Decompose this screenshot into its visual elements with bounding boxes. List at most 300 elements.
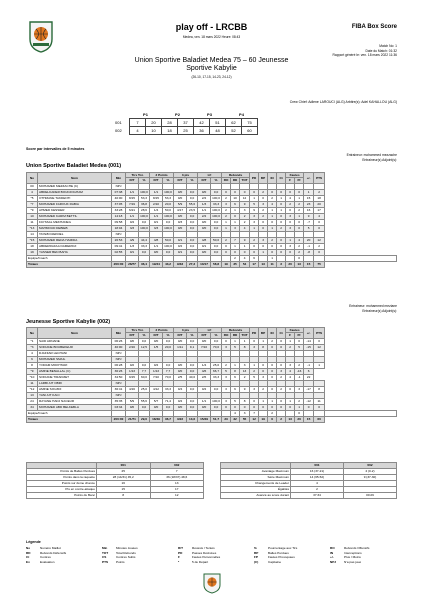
- summary-header: 001: [291, 463, 344, 469]
- player-stat: 0,0: [187, 404, 198, 410]
- interval-cell: 42: [194, 119, 210, 127]
- col-name: Nom: [38, 328, 112, 339]
- player-stat: 13: [240, 368, 250, 374]
- summary-value-001: 16 (37-21): [291, 469, 344, 475]
- player-stat: 1/13: [150, 368, 163, 374]
- player-stat: 3: [250, 213, 259, 219]
- player-stat: 0/0: [198, 249, 211, 255]
- team-stat: 4: [240, 255, 250, 261]
- player-stat: 1: [314, 362, 325, 368]
- player-stat: 7/10: [198, 344, 211, 350]
- player-stat: 8/15: [150, 195, 163, 201]
- player-stat: 3: [286, 213, 295, 219]
- totals-stat: 12: [250, 416, 259, 422]
- summary-label: Points de Balles Perdues: [27, 469, 97, 475]
- legend-desc: Total Rebonds: [116, 550, 136, 555]
- player-stat: 0: [259, 243, 268, 249]
- player-stat: 17: [314, 207, 325, 213]
- player-stat: 0,0: [139, 249, 150, 255]
- col-2pts: 2 Points: [150, 328, 174, 333]
- player-min: NPJ: [112, 356, 126, 362]
- interval-header-row: [115, 111, 258, 119]
- totals-stat: 13,6: [187, 416, 198, 422]
- interval-team-code: 001: [115, 120, 122, 125]
- player-stat: 2: [250, 237, 259, 243]
- player-stat: 2: [259, 189, 268, 195]
- player-stat: 0: [222, 243, 231, 249]
- player-stat: 0,0: [211, 386, 222, 392]
- player-stat: 0,0: [187, 398, 198, 404]
- player-stat: 2: [240, 219, 250, 225]
- player-stat: 7,7: [139, 368, 150, 374]
- player-stat: 6/21: [126, 207, 139, 213]
- totals-stat: 3/22: [174, 416, 187, 422]
- col-tirs: Tirs Tot.: [126, 328, 150, 333]
- player-stat: 2: [222, 237, 231, 243]
- player-stat: 0/0: [198, 225, 211, 231]
- legend-title: Légende: [26, 540, 41, 544]
- player-stat: -1: [295, 374, 304, 380]
- legend-desc: Points: [116, 559, 125, 564]
- totals-row: [27, 261, 397, 267]
- summary-value-001: 15: [97, 487, 151, 493]
- legend-abbr: PTS: [102, 559, 109, 564]
- legend-desc: N'a pas joué: [344, 559, 362, 564]
- player-stat: 3: [222, 398, 231, 404]
- player-stat: 2: [222, 195, 231, 201]
- team-stat: 3: [240, 410, 250, 416]
- summary-value-001: 4: [291, 481, 344, 487]
- legend-abbr: *: [178, 559, 180, 564]
- team-stat: 0: [295, 255, 304, 261]
- player-stat: 0,0: [139, 362, 150, 368]
- player-stat: -8: [304, 249, 314, 255]
- player-stat: 2: [295, 243, 304, 249]
- legend-desc: Contres: [40, 555, 51, 559]
- player-stat: 7/10: [150, 374, 163, 380]
- summary-label: Points sur 2ème chance: [27, 481, 97, 487]
- player-stat: 1: [277, 207, 286, 213]
- player-stat: 5: [222, 368, 231, 374]
- legend-desc: Fautes Personnelles: [192, 555, 221, 559]
- player-stat: 9: [304, 213, 314, 219]
- legend-desc: Minutes Jouées: [116, 546, 138, 550]
- player-stat: 2/5: [174, 374, 187, 380]
- player-stat: 8: [240, 344, 250, 350]
- player-name: MAHMOUD DEBIEB: [38, 225, 112, 231]
- player-stat: 0: [240, 404, 250, 410]
- legend-desc: Réussis / Tentés: [192, 546, 215, 550]
- totals-stat: 19: [259, 416, 268, 422]
- player-stat: 1: [259, 249, 268, 255]
- player-stat: 0: [250, 338, 259, 344]
- summary-value-001: 16: [97, 481, 151, 487]
- player-stat: 0: [314, 249, 325, 255]
- totals-stat: 6: [268, 416, 277, 422]
- summary-value-001: 25: [97, 469, 151, 475]
- player-min: NPJ: [112, 380, 126, 386]
- player-stat: 1: [268, 207, 277, 213]
- team2-name: Jeunesse Sportive Kabylie (002): [26, 319, 111, 325]
- player-stat: 1: [277, 195, 286, 201]
- player-stat: 26:53: [112, 237, 126, 243]
- player-stat: 2: [268, 338, 277, 344]
- player-stat: 0,0: [187, 243, 198, 249]
- player-number: 34: [27, 404, 38, 410]
- player-stat: 2/16: [126, 344, 139, 350]
- summary-value-002: 2 (0-2): [344, 469, 397, 475]
- player-stat: 0/3: [174, 219, 187, 225]
- player-stat: 0: [268, 219, 277, 225]
- player-stat: 0,0: [211, 404, 222, 410]
- player-stat: 0,0: [187, 362, 198, 368]
- player-stat: 2: [295, 362, 304, 368]
- player-stat: 0,0: [163, 362, 174, 368]
- player-stat: 100,0: [212, 398, 220, 403]
- player-stat: -12: [304, 398, 314, 404]
- summary-value-001: 8: [97, 493, 151, 499]
- player-stat: 3: [222, 374, 231, 380]
- totals-stat: 10/17: [198, 261, 211, 267]
- totals-stat: 51,7: [211, 416, 222, 422]
- player-stat: 1: [286, 237, 295, 243]
- player-stat: 40:00: [112, 344, 126, 350]
- player-stat: 1/1: [198, 207, 211, 213]
- player-stat: 0,0: [211, 338, 222, 344]
- col-sub: %: [163, 333, 174, 338]
- interval-cell: 36: [194, 127, 210, 135]
- col-in: IN: [268, 173, 277, 184]
- player-stat: 1: [231, 338, 240, 344]
- player-stat: 0: [277, 201, 286, 207]
- player-stat: 50,0: [163, 207, 174, 213]
- summary-value-001: 37:34: [291, 493, 344, 499]
- player-stat: 1/3: [126, 243, 139, 249]
- player-stat: 0/0: [198, 189, 211, 195]
- totals-stat: 19/44: [150, 261, 163, 267]
- player-stat: 3/3: [126, 225, 139, 231]
- team1-assistant: Entraineur(s) Adjoint(s):: [362, 157, 397, 162]
- player-stat: 18:04: [112, 225, 126, 231]
- player-stat: 12: [314, 344, 325, 350]
- player-stat: 36,8: [139, 201, 150, 207]
- player-stat: 4/16: [126, 386, 139, 392]
- player-stat: 4/8: [150, 237, 163, 243]
- col-sub: %: [139, 333, 150, 338]
- col-in: IN: [268, 328, 277, 339]
- player-stat: 2: [286, 344, 295, 350]
- player-stat: 03:34: [112, 404, 126, 410]
- player-stat: 2: [277, 374, 286, 380]
- team1-box-table: [26, 172, 397, 268]
- player-stat: 0/0: [150, 338, 163, 344]
- player-stat: 4: [240, 225, 250, 231]
- player-name: DJAFFAR LECHANI: [38, 350, 112, 356]
- col-sub: TOT: [241, 178, 248, 183]
- player-stat: 100,0: [212, 195, 220, 200]
- player-stat: 1: [231, 207, 240, 213]
- team-stat: [325, 255, 397, 261]
- team-stat: 2: [231, 255, 240, 261]
- interval-row: [115, 119, 258, 127]
- col-3pts: 3 pts: [174, 328, 198, 333]
- summary-header: 001: [97, 463, 151, 469]
- player-stat: 2: [277, 386, 286, 392]
- player-number: 11: [27, 219, 38, 225]
- totals-label: Totaux: [27, 261, 112, 267]
- team-stat: 6: [250, 255, 259, 261]
- player-number: 00: [27, 183, 38, 189]
- team-stat: 1: [268, 255, 277, 261]
- player-stat: 0: [268, 386, 277, 392]
- player-stat: 02:55: [112, 249, 126, 255]
- col-sub: RD: [231, 333, 240, 338]
- player-stat: 4: [268, 201, 277, 207]
- player-stat: 0,0: [139, 404, 150, 410]
- player-stat: 1: [222, 225, 231, 231]
- totals-stat: 27,3: [187, 261, 198, 267]
- player-stat: 5/9: [126, 398, 139, 404]
- player-name: MOHAMED MEZZACHE (C): [38, 183, 112, 189]
- score-line-1: Union Sportive Baladiet Medea 75 – 60 Jeunesse: [134, 57, 289, 64]
- player-name: MOHAMED SMAIL: [38, 356, 112, 362]
- player-stat: 2: [295, 207, 304, 213]
- col-name: Nom: [38, 173, 112, 184]
- player-stat: 34:50: [112, 374, 126, 380]
- player-stat: 6: [231, 374, 240, 380]
- team2-box-table: [26, 327, 397, 423]
- player-stat: 0,0: [139, 219, 150, 225]
- interval-cell: 4: [130, 127, 146, 135]
- player-stat: 6: [231, 386, 240, 392]
- col-sub: TOT: [241, 333, 248, 338]
- player-stat: 3: [259, 374, 268, 380]
- player-number: 14: [27, 231, 38, 237]
- totals-stat: 55: [240, 416, 250, 422]
- player-stat: 1/11: [174, 344, 187, 350]
- player-stat: 70,0: [211, 344, 222, 350]
- legend-desc: Rebonds Défensifs: [40, 550, 67, 555]
- player-stat: 0/1: [198, 243, 211, 249]
- interval-team-code: 002: [115, 128, 122, 133]
- player-stat: 5: [250, 374, 259, 380]
- player-stat: 0: [268, 404, 277, 410]
- legend-abbr: CS: [102, 555, 107, 559]
- player-stat: 20: [304, 237, 314, 243]
- player-stat: 0/0: [174, 225, 187, 231]
- legend-desc: Plus / Moins: [344, 555, 361, 559]
- legend-desc: Contres Subis: [116, 555, 136, 559]
- player-stat: 06:26: [112, 338, 126, 344]
- legend-desc: Rebonds Offensifs: [344, 546, 370, 550]
- player-stat: 0: [231, 189, 240, 195]
- match-number: Match No: 1: [379, 44, 397, 48]
- player-stat: 2/6: [198, 374, 211, 380]
- player-stat: 22: [304, 374, 314, 380]
- player-stat: 0,0: [187, 225, 198, 231]
- player-name: AHMED KESSIER: [38, 207, 112, 213]
- player-stat: 4: [286, 195, 295, 201]
- player-stat: 1: [295, 404, 304, 410]
- player-stat: 0: [222, 404, 231, 410]
- legend-desc: Evaluation: [40, 559, 55, 564]
- player-stat: 0/2: [126, 362, 139, 368]
- player-stat: 09:41: [112, 243, 126, 249]
- match-date: Date du Match: 01:32: [365, 48, 397, 53]
- col-ct: Ct: [277, 328, 286, 339]
- player-stat: 1/3: [198, 201, 211, 207]
- team1-coach-block: [347, 153, 397, 162]
- player-stat: 2/2: [198, 213, 211, 219]
- player-stat: 35:35: [112, 398, 126, 404]
- col-sub: R/T: [174, 178, 187, 183]
- player-stat: 0,0: [187, 368, 198, 374]
- player-stat: 0: [314, 219, 325, 225]
- player-stat: 9: [240, 237, 250, 243]
- player-number: *1: [27, 338, 38, 344]
- player-stat: 53,3: [163, 195, 174, 201]
- player-stat: 0: [277, 237, 286, 243]
- player-stat: 0: [277, 338, 286, 344]
- player-stat: 0: [259, 362, 268, 368]
- player-stat: 0,0: [187, 219, 198, 225]
- legend-item: [330, 560, 361, 565]
- col-pd: PD: [250, 328, 259, 339]
- player-stat: 4/8: [198, 237, 211, 243]
- player-stat: -1: [304, 243, 314, 249]
- player-name: MOHAMED ABD BELKEBLA: [38, 404, 112, 410]
- legend-desc: 5 de Départ: [192, 559, 209, 564]
- totals-stat: 58,8: [211, 261, 222, 267]
- col-lf: LF: [198, 173, 222, 178]
- totals-stat: 54: [240, 261, 250, 267]
- summary-value-001: 2: [291, 487, 344, 493]
- player-name: ABDERRAFAA DAMERDJI: [38, 243, 112, 249]
- interval-cell: 62: [226, 119, 242, 127]
- player-name: LARBI AIT OBRI: [38, 380, 112, 386]
- player-stat: 7: [231, 237, 240, 243]
- interval-period-label: P3: [207, 112, 212, 117]
- player-stat: 0/1: [150, 219, 163, 225]
- player-name: YASSER BEN BAHA: [38, 249, 112, 255]
- totals-stat: 75: [314, 261, 325, 267]
- player-number: *3: [27, 344, 38, 350]
- player-stat: 70,0: [163, 374, 174, 380]
- summary-label: Pts en contre-attaque: [27, 487, 97, 493]
- interval-cell: 7: [130, 119, 146, 127]
- player-stat: 8/15: [126, 195, 139, 201]
- legend-abbr: IN: [330, 550, 334, 555]
- col-pts: PTS: [314, 173, 325, 184]
- legend-abbr: Min: [102, 546, 108, 550]
- player-number: *15: [27, 237, 38, 243]
- summary-label: Changements de Leader: [221, 481, 291, 487]
- player-stat: 0: [277, 189, 286, 195]
- summary-label: Points dans la raquette: [27, 475, 97, 481]
- player-stat: 1: [222, 219, 231, 225]
- player-stat: 0: [286, 249, 295, 255]
- legend-abbr: Ev: [26, 559, 30, 564]
- player-stat: 2: [240, 213, 250, 219]
- player-stat: 2: [222, 213, 231, 219]
- player-number: *5: [27, 195, 38, 201]
- player-stat: 0/0: [126, 338, 139, 344]
- team-stat: [325, 410, 397, 416]
- totals-stat: 28/77: [126, 261, 139, 267]
- player-stat: 66,7: [211, 368, 222, 374]
- col-sub: %: [163, 178, 174, 183]
- page-title: play off - LRCBB: [175, 22, 248, 32]
- player-stat: 1: [268, 398, 277, 404]
- player-stat: 3: [259, 201, 268, 207]
- player-stat: 3: [222, 201, 231, 207]
- player-stat: 0/0: [174, 338, 187, 344]
- col-2pts: 2 Points: [150, 173, 174, 178]
- player-number: 11: [27, 380, 38, 386]
- player-stat: 55,6: [187, 201, 198, 207]
- doc-type: FIBA Box Score: [351, 24, 397, 30]
- player-stat: 2: [222, 362, 231, 368]
- player-stat: 0: [268, 374, 277, 380]
- col-sub: Pr: [295, 178, 304, 183]
- totals-stat: 15: [304, 416, 314, 422]
- player-stat: 0: [250, 189, 259, 195]
- legend-desc: Capitaine: [268, 559, 282, 564]
- col-sub: RO: [222, 178, 231, 183]
- interval-cell: 52: [226, 127, 242, 135]
- player-name: MOHAMED REDA HAMIDA: [38, 237, 112, 243]
- player-stat: 0/0: [174, 404, 187, 410]
- col-lf: LF: [198, 328, 222, 333]
- totals-label: Totaux: [27, 416, 112, 422]
- player-stat: 0,0: [163, 219, 174, 225]
- player-stat: 1/1: [150, 213, 163, 219]
- player-stat: 3: [222, 386, 231, 392]
- player-stat: 5: [304, 225, 314, 231]
- player-number: 24: [27, 398, 38, 404]
- player-stat: 0,0: [211, 249, 222, 255]
- player-stat: 1: [268, 213, 277, 219]
- col-fautes: Fautes: [286, 328, 304, 333]
- summary-value-002: 13: [150, 481, 204, 487]
- player-stat: 2: [295, 201, 304, 207]
- player-stat: 0/0: [174, 195, 187, 201]
- player-stat: 100,0: [212, 207, 220, 212]
- player-stat: 8: [231, 368, 240, 374]
- totals-stat: 9/33: [174, 261, 187, 267]
- legend-abbr: R/T: [178, 546, 183, 550]
- player-stat: 0: [259, 219, 268, 225]
- legend-item: [26, 560, 54, 565]
- player-stat: 12: [240, 195, 250, 201]
- totals-stat: 18/49: [150, 416, 163, 422]
- summary-left-table: [26, 462, 204, 499]
- totals-stat: 15/29: [198, 416, 211, 422]
- totals-stat: 17: [250, 261, 259, 267]
- interval-cell: 28: [162, 119, 178, 127]
- player-stat: 6: [231, 201, 240, 207]
- player-stat: 0,0: [187, 195, 198, 201]
- totals-stat: 13: [295, 261, 304, 267]
- col-sub: R/T: [150, 178, 163, 183]
- player-stat: 5/9: [174, 201, 187, 207]
- game-subtitle: Medea, ven. 18 mars 2022 Heure: 08:43: [182, 35, 241, 39]
- team1-name: Union Sportive Baladiet Medea (001): [26, 163, 122, 169]
- player-stat: 100,0: [164, 243, 172, 248]
- player-number: *9: [27, 207, 38, 213]
- summary-row: [27, 493, 204, 499]
- player-stat: 100,0: [164, 225, 172, 230]
